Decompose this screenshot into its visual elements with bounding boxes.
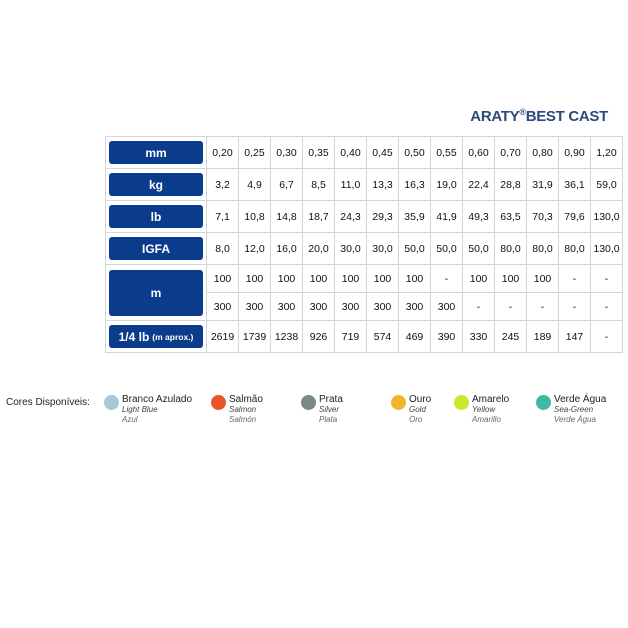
- color-name-es: Amarillo: [472, 415, 501, 424]
- table-cell: 1,20: [591, 137, 623, 169]
- table-row-mm: [106, 137, 623, 169]
- table-cell: 50,0: [463, 233, 495, 265]
- color-dot-icon: [301, 395, 316, 410]
- color-dot-icon: [391, 395, 406, 410]
- color-name-pt: Prata: [319, 394, 343, 405]
- color-name-es: Oro: [409, 415, 423, 424]
- color-dot-icon: [104, 395, 119, 410]
- table-cell: 70,3: [527, 201, 559, 233]
- table-cell: 49,3: [463, 201, 495, 233]
- table-cell: 80,0: [495, 233, 527, 265]
- table-cell: 1739: [239, 321, 271, 353]
- table-cell: 100: [367, 265, 399, 293]
- row-label-igfa: IGFA: [109, 237, 203, 260]
- table-row-kg: [106, 169, 623, 201]
- table-cell: 16,3: [399, 169, 431, 201]
- table-cell: 0,35: [303, 137, 335, 169]
- row-label-m: m: [109, 270, 203, 316]
- table-cell: 0,45: [367, 137, 399, 169]
- table-cell: 4,9: [239, 169, 271, 201]
- table-cell: 80,0: [559, 233, 591, 265]
- color-name-pt: Amarelo: [472, 394, 510, 405]
- table-cell: 0,30: [271, 137, 303, 169]
- colors-section: [6, 395, 626, 435]
- table-cell: 130,0: [591, 233, 623, 265]
- table-cell: 16,0: [271, 233, 303, 265]
- table-cell: 147: [559, 321, 591, 353]
- row-label-quarter-lb: [109, 325, 203, 348]
- table-cell: 13,3: [367, 169, 399, 201]
- table-cell: 0,25: [239, 137, 271, 169]
- table-cell: 300: [303, 293, 335, 321]
- row-label-kg: kg: [109, 173, 203, 196]
- table-row-igfa: [106, 233, 623, 265]
- color-name-es: Verde Água: [554, 415, 596, 424]
- table-cell: -: [591, 293, 623, 321]
- brand-title: [470, 108, 608, 125]
- spec-table: [105, 136, 623, 353]
- table-cell: -: [527, 293, 559, 321]
- table-cell: 0,40: [335, 137, 367, 169]
- table-cell: 41,9: [431, 201, 463, 233]
- table-cell: -: [431, 265, 463, 293]
- colors-label: Cores Disponíveis:: [6, 397, 90, 408]
- brand-registered-mark: ®: [519, 107, 526, 117]
- table-cell: 300: [399, 293, 431, 321]
- table-cell: 18,7: [303, 201, 335, 233]
- table-row-quarter-lb: [106, 321, 623, 353]
- brand-subtitle: BEST CAST: [525, 108, 608, 125]
- table-cell: 130,0: [591, 201, 623, 233]
- table-cell: 100: [207, 265, 239, 293]
- table-cell: 30,0: [367, 233, 399, 265]
- table-cell: -: [591, 321, 623, 353]
- table-cell: 8,5: [303, 169, 335, 201]
- table-cell: 1238: [271, 321, 303, 353]
- table-cell: 3,2: [207, 169, 239, 201]
- color-name-pt: Salmão: [229, 394, 263, 405]
- table-cell: 926: [303, 321, 335, 353]
- color-name-es: Azul: [122, 415, 138, 424]
- table-cell: -: [559, 293, 591, 321]
- table-cell: 300: [239, 293, 271, 321]
- row-label-mm: mm: [109, 141, 203, 164]
- table-cell: 469: [399, 321, 431, 353]
- table-cell: 0,90: [559, 137, 591, 169]
- color-name-en: Salmon: [229, 405, 257, 414]
- color-name-pt: Ouro: [409, 394, 432, 405]
- table-cell: 7,1: [207, 201, 239, 233]
- table-cell: 50,0: [431, 233, 463, 265]
- table-cell: 100: [271, 265, 303, 293]
- table-cell: 100: [303, 265, 335, 293]
- color-name-pt: Branco Azulado: [122, 394, 193, 405]
- color-name-en: Sea-Green: [554, 405, 594, 414]
- table-cell: 79,6: [559, 201, 591, 233]
- color-name-pt: Verde Água: [554, 394, 607, 405]
- table-cell: -: [463, 293, 495, 321]
- table-cell: 2619: [207, 321, 239, 353]
- table-cell: 28,8: [495, 169, 527, 201]
- table-cell: 719: [335, 321, 367, 353]
- table-cell: 300: [431, 293, 463, 321]
- table-cell: 10,8: [239, 201, 271, 233]
- quarter-lb-sublabel: (m aprox.): [152, 331, 194, 342]
- table-cell: 11,0: [335, 169, 367, 201]
- table-cell: 100: [335, 265, 367, 293]
- table-cell: 100: [239, 265, 271, 293]
- table-cell: 574: [367, 321, 399, 353]
- brand-name: ARATY: [470, 108, 520, 125]
- table-cell: 245: [495, 321, 527, 353]
- table-cell: -: [591, 265, 623, 293]
- table-cell: -: [559, 265, 591, 293]
- table-cell: 300: [367, 293, 399, 321]
- table-cell: 0,80: [527, 137, 559, 169]
- table-cell: 330: [463, 321, 495, 353]
- table-cell: 50,0: [399, 233, 431, 265]
- color-name-en: Silver: [319, 405, 340, 414]
- table-cell: 100: [463, 265, 495, 293]
- table-cell: -: [495, 293, 527, 321]
- table-cell: 24,3: [335, 201, 367, 233]
- table-cell: 100: [495, 265, 527, 293]
- table-cell: 63,5: [495, 201, 527, 233]
- table-cell: 189: [527, 321, 559, 353]
- quarter-lb-label: 1/4 lb: [118, 329, 150, 344]
- color-name-es: Plata: [319, 415, 338, 424]
- table-cell: 8,0: [207, 233, 239, 265]
- table-cell: 6,7: [271, 169, 303, 201]
- table-cell: 300: [271, 293, 303, 321]
- table-cell: 14,8: [271, 201, 303, 233]
- table-cell: 0,50: [399, 137, 431, 169]
- table-cell: 390: [431, 321, 463, 353]
- table-cell: 36,1: [559, 169, 591, 201]
- color-dot-icon: [536, 395, 551, 410]
- color-dot-icon: [211, 395, 226, 410]
- table-cell: 31,9: [527, 169, 559, 201]
- table-cell: 30,0: [335, 233, 367, 265]
- color-name-en: Light Blue: [122, 405, 158, 414]
- color-name-en: Yellow: [472, 405, 496, 414]
- table-cell: 100: [527, 265, 559, 293]
- table-cell: 300: [207, 293, 239, 321]
- table-cell: 59,0: [591, 169, 623, 201]
- table-cell: 12,0: [239, 233, 271, 265]
- color-dot-icon: [454, 395, 469, 410]
- table-row-m-1: [106, 265, 623, 293]
- table-cell: 0,20: [207, 137, 239, 169]
- color-name-en: Gold: [409, 405, 426, 414]
- color-name-es: Salmón: [229, 415, 257, 424]
- table-row-lb: [106, 201, 623, 233]
- row-label-lb: lb: [109, 205, 203, 228]
- table-cell: 22,4: [463, 169, 495, 201]
- table-cell: 100: [399, 265, 431, 293]
- table-cell: 35,9: [399, 201, 431, 233]
- table-cell: 29,3: [367, 201, 399, 233]
- table-cell: 80,0: [527, 233, 559, 265]
- table-cell: 0,60: [463, 137, 495, 169]
- table-cell: 0,55: [431, 137, 463, 169]
- table-cell: 20,0: [303, 233, 335, 265]
- table-cell: 300: [335, 293, 367, 321]
- table-cell: 0,70: [495, 137, 527, 169]
- table-cell: 19,0: [431, 169, 463, 201]
